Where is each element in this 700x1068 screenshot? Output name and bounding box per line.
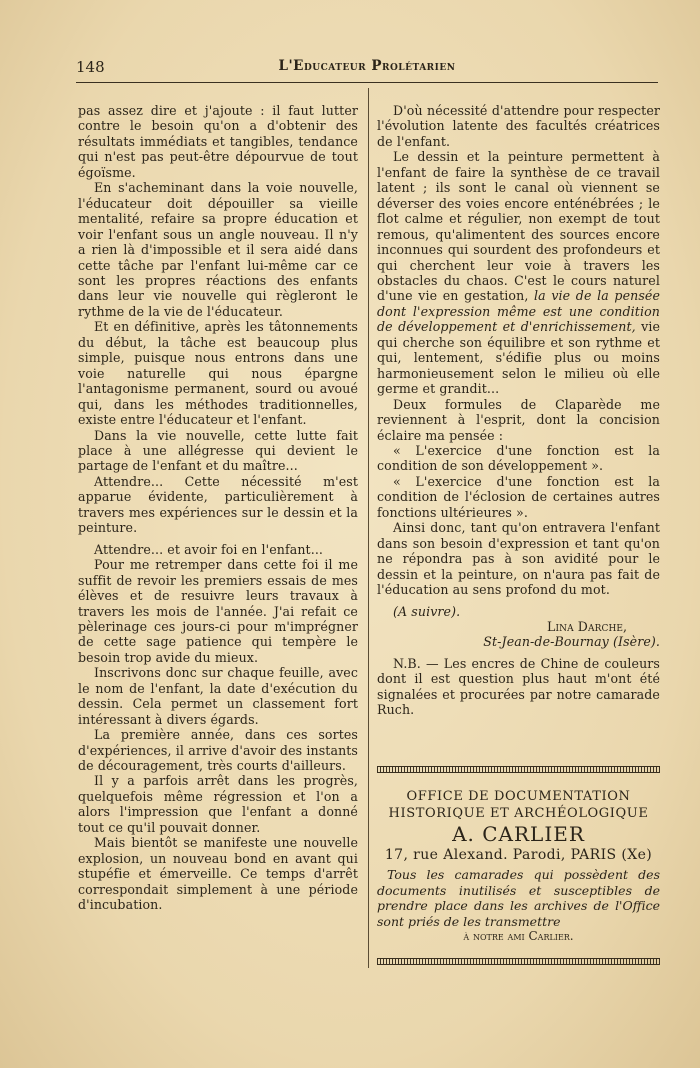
office-title-line2: HISTORIQUE ET ARCHÉOLOGIQUE <box>388 806 649 821</box>
nota-bene: N.B. — Les encres de Chine de couleurs dont il est question plus haut m'ont été signalées et procurées par notre camarade Ruch. <box>377 655 660 718</box>
office-description: Tous les camarades qui possèdent des documents inutilisés et susceptibles de prendre place dans les archives de l'Office sont priés de les transmettre <box>377 867 660 929</box>
paragraph: Attendre... et avoir foi en l'enfant... <box>94 541 324 557</box>
author-location: St-Jean-de-Bournay (Isère). <box>483 634 660 650</box>
paragraph: La première année, dans ces sortes d'expériences, il arrive d'avoir des instants de découragement, très courts d'ailleurs. <box>78 727 358 774</box>
column-divider <box>368 88 369 968</box>
header-rule <box>76 82 658 83</box>
right-column <box>377 103 660 718</box>
author-name: Lina Darche, <box>546 618 628 634</box>
paragraph: Pour me retremper dans cette foi il me suffit de revoir les premiers essais de mes élèves et de resuivre leurs travaux à travers les mois de l'année. J'ai refait ce pèlerinage ces jours-ci pour m'imprégner de cette sage patience qui tempère le besoin trop avide du mieux. <box>78 557 358 665</box>
paragraph: Mais bientôt se manifeste une nouvelle explosion, un nouveau bond en avant qui stupéfie et émerveille. Ce temps d'arrêt correspondait simplement à une période d'incubation. <box>78 835 358 913</box>
paragraph-text: Le dessin et la peinture permettent à l'enfant de faire la synthèse de ce travail latent ; ils sont le canal où viennent se déverser des voies encore enténébrées ; le flot calme et régulier, non exempt de tout remous, qu'alimentent des sources encore inconnues qui sourdent des profondeurs et qui cherchent leur voie à travers les obstacles du chaos. C'est le cours naturel d'une vie en gestation, <box>377 149 660 304</box>
office-notice <box>377 788 660 944</box>
journal-title: L'Educateur Prolétarien <box>278 58 456 74</box>
ornamental-rule <box>377 766 660 773</box>
left-column <box>78 103 358 913</box>
paragraph: D'où nécessité d'attendre pour respecter l'évolution latente des facultés créatrices de l'enfant. <box>377 103 660 149</box>
office-name: A. CARLIER <box>452 822 585 846</box>
quote: « L'exercice d'une fonction est la condition de l'éclosion de certaines autres fonctions ultérieures ». <box>377 473 660 520</box>
paragraph: Ainsi donc, tant qu'on entravera l'enfant dans son besoin d'expression et tant qu'on ne répondra pas à son avidité pour le dessin et la peinture, on n'aura pas fait de l'éducation au sens profond du mot. <box>377 520 660 598</box>
a-suivre: (A suivre). <box>393 603 461 619</box>
paragraph: Dans la vie nouvelle, cette lutte fait place à une allégresse qui devient le partage de l'enfant et du maître... <box>78 427 358 474</box>
paragraph: Inscrivons donc sur chaque feuille, avec le nom de l'enfant, la date d'exécution du dessin. Cela permet un classement fort intéressant à divers égards. <box>78 665 358 727</box>
paragraph: Attendre... Cette nécessité m'est apparue évidente, particulièrement à travers mes expériences sur le dessin et la peinture. <box>78 473 358 536</box>
page-number: 148 <box>76 58 105 76</box>
paragraph-text: vie qui cherche son équilibre et son rythme et qui, lentement, s'édifie plus ou moins harmonieusement selon le milieu où elle germe et grandit... <box>377 319 661 397</box>
italic-passage: la vie de la pensée dont l'expression même est une condition de développement et d'enrichissement, <box>377 288 661 335</box>
quote: « L'exercice d'une fonction est la condition de son développement ». <box>377 442 660 474</box>
office-address: 17, rue Alexand. Parodi, PARIS (Xe) <box>384 847 653 863</box>
paragraph: Deux formules de Claparède me reviennent à l'esprit, dont la concision éclaire ma pensée : <box>377 396 660 443</box>
paragraph <box>377 149 660 396</box>
paragraph: Il y a parfois arrêt dans les progrès, quelquefois même régression et l'on a alors l'impression que l'enfant a donné tout ce qu'il pouvait donner. <box>78 773 358 835</box>
paragraph: En s'acheminant dans la voie nouvelle, l'éducateur doit dépouiller sa vieille mentalité, refaire sa propre éducation et voir l'enfant sous un angle nouveau. Il n'y a rien là d'impossible et il sera aidé dans cette tâche par l'enfant lui-même car ce sont les propres réactions des enfants dans leur vie nouvelle qui règleront le rythme de la vie de l'éducateur. <box>78 180 358 319</box>
page-header <box>76 58 658 82</box>
paragraph: pas assez dire et j'ajoute : il faut lutter contre le besoin qu'on a d'obtenir des résultats immédiats et tangibles, tendance qui n'est pas peut-être dépourvue de tout égoïsme. <box>78 103 358 180</box>
paragraph: Et en définitive, après les tâtonnements du début, la tâche est beaucoup plus simple, puisque nous entrons dans une voie naturelle qui nous épargne l'antagonisme permanent, sourd ou avoué qui, dans les méthodes traditionnelles, existe entre l'éducateur et l'enfant. <box>78 319 358 428</box>
ornamental-rule <box>377 958 660 965</box>
office-description-end: à notre ami Carlier. <box>463 929 574 943</box>
office-title-line1: OFFICE DE DOCUMENTATION <box>406 789 631 804</box>
